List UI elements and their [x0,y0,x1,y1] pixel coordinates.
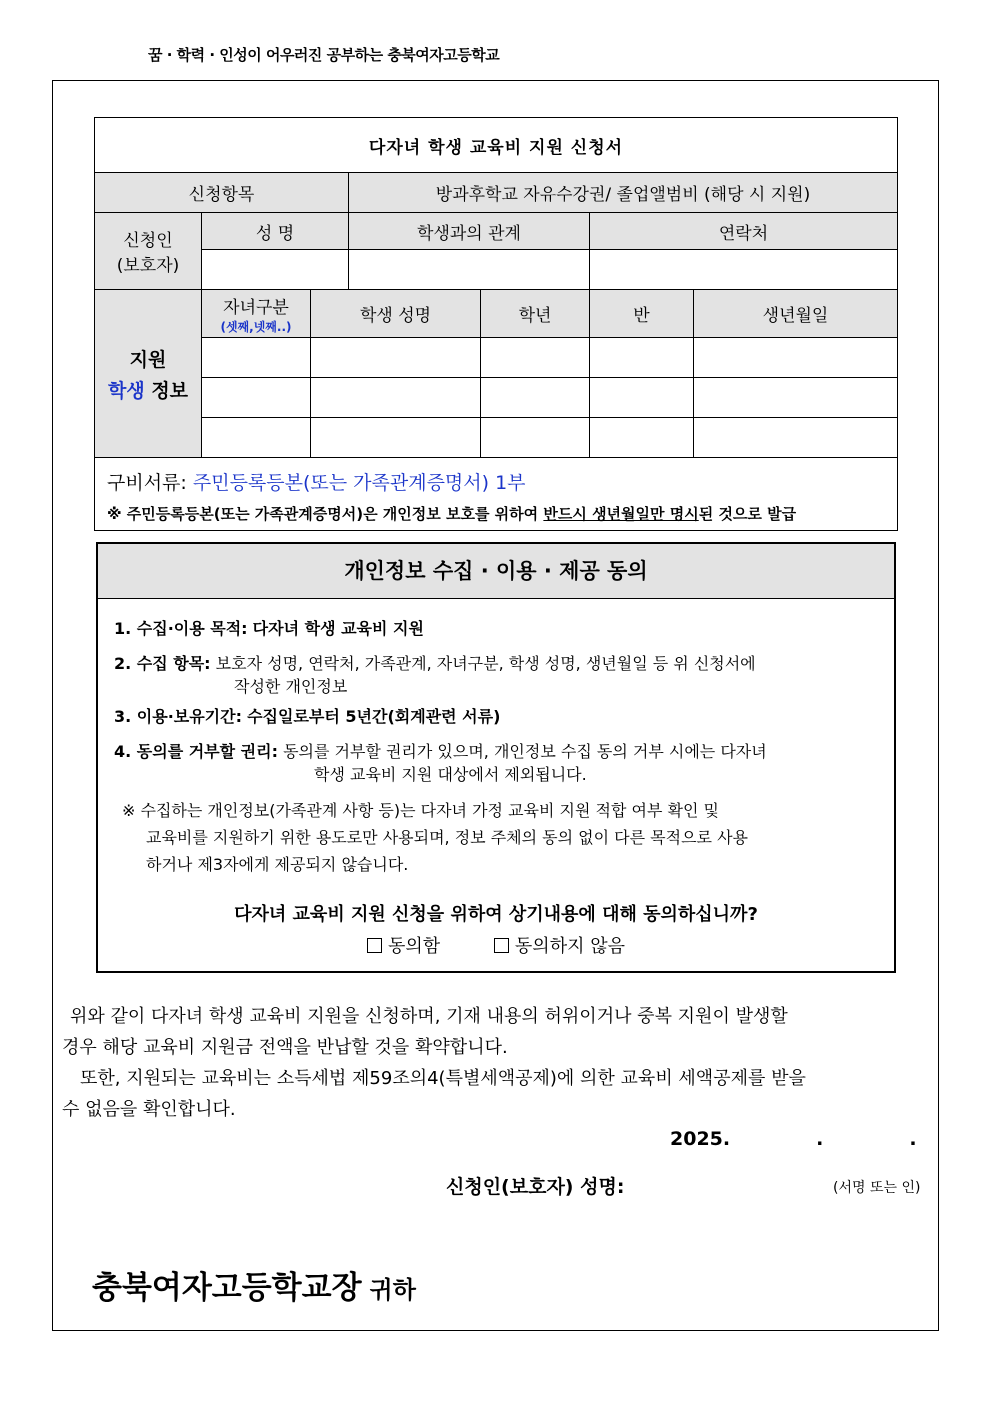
student-grade-field[interactable] [481,418,590,458]
student-label-line1: 지원 [129,348,167,371]
consent-item-3-text: 수집일로부터 5년간(회계관련 서류) [247,707,501,726]
docs-label: 구비서류: [107,472,187,494]
applicant-label-line2: (보호자) [116,256,180,276]
docs-value: 주민등록등본(또는 가족관계증명서) 1부 [192,472,526,494]
student-row [95,338,898,378]
student-birth-field[interactable] [694,418,898,458]
student-order-field[interactable] [202,418,311,458]
col-child-order [202,290,311,338]
student-class-field[interactable] [590,418,694,458]
student-row [95,418,898,458]
docs-note [107,503,885,524]
item-note: (해당 시 지원) [704,185,811,205]
student-grade-field[interactable] [481,338,590,378]
consent-question: 다자녀 교육비 지원 신청을 위하여 상기내용에 대해 동의하십니까? [234,904,758,925]
consent-item-4-text2: 학생 교육비 지원 대상에서 제외됩니다. [314,765,587,784]
student-order-field[interactable] [202,378,311,418]
agree-label: 동의함 [388,936,441,957]
docs-note-b: 된 것으로 발급 [698,505,797,523]
student-name-field[interactable] [311,378,481,418]
consent-item-2-label: 2. 수집 항목: [114,654,211,673]
student-label-highlight: 학생 [107,379,145,402]
student-label [95,290,202,458]
col-contact: 연락처 [590,213,898,250]
applicant-label-line1: 신청인 [123,231,173,251]
col-name: 성 명 [202,213,349,250]
pledge-line1: 위와 같이 다자녀 학생 교육비 지원을 신청하며, 기재 내용의 허위이거나 중복 지원이 발생할 [70,1006,788,1027]
col-birthdate: 생년월일 [694,290,898,338]
docs-note-underlined: 반드시 생년월일만 명시 [543,505,699,523]
student-class-field[interactable] [590,378,694,418]
student-birth-field[interactable] [694,378,898,418]
student-row [95,378,898,418]
item-value: 방과후학교 자유수강권/ 졸업앨범비 [435,185,699,205]
applicant-signature-label: 신청인(보호자) 성명: [446,1176,625,1198]
col-grade: 학년 [481,290,590,338]
recipient-name: 충북여자고등학교장 [92,1270,362,1306]
recipient [92,1262,416,1307]
consent-note-line1: ※ 수집하는 개인정보(가족관계 사항 등)는 다자녀 가정 교육비 지원 적합 여부 확인 및 [122,801,719,820]
consent-item-3 [114,705,878,728]
consent-item-1-text: 다자녀 학생 교육비 지원 [252,619,424,638]
item-label: 신청항목 [95,173,349,213]
consent-item-2 [114,652,878,698]
consent-item-2-text: 보호자 성명, 연락처, 가족관계, 자녀구분, 학생 성명, 생년월일 등 위 신청서에 [215,654,756,673]
col-relation: 학생과의 관계 [349,213,590,250]
col-child-order-hint: (셋째,넷째..) [220,319,292,334]
required-documents [95,458,898,531]
agree-checkbox[interactable] [367,938,382,953]
consent-choices [98,932,894,958]
date-year: 2025. [670,1128,731,1150]
consent-item-1 [114,617,878,640]
consent-item-1-label: 1. 수집·이용 목적: [114,619,248,638]
consent-note [122,797,878,878]
date-dot-day: . [909,1128,917,1150]
consent-item-4-label: 4. 동의를 거부할 권리: [114,742,278,761]
col-class: 반 [590,290,694,338]
student-name-field[interactable] [311,338,481,378]
pledge-line3: 또한, 지원되는 교육비는 소득세법 제59조의4(특별세액공제)에 의한 교육비 세액공제를 받을 [80,1068,806,1089]
consent-title: 개인정보 수집 · 이용 · 제공 동의 [98,544,894,599]
student-class-field[interactable] [590,338,694,378]
applicant-name-field[interactable] [202,250,349,290]
col-child-order-label: 자녀구분 [223,297,289,318]
form-title: 다자녀 학생 교육비 지원 신청서 [95,118,898,173]
consent-item-4 [114,740,878,786]
consent-note-line3: 하거나 제3자에게 제공되지 않습니다. [146,855,409,874]
application-date [670,1128,917,1150]
recipient-suffix: 귀하 [369,1276,416,1304]
pledge-paragraph-2 [62,1063,932,1125]
student-birth-field[interactable] [694,338,898,378]
application-table [94,117,898,531]
consent-item-2-text2: 작성한 개인정보 [234,677,348,696]
student-grade-field[interactable] [481,378,590,418]
item-value-cell [349,173,898,213]
consent-box [96,542,896,973]
signature-note: (서명 또는 인) [833,1180,921,1196]
school-motto: 꿈 · 학력 · 인성이 어우러진 공부하는 충북여자고등학교 [148,46,500,64]
agree-option[interactable] [367,932,440,958]
col-student-name: 학생 성명 [311,290,481,338]
date-dot-month: . [816,1128,824,1150]
applicant-relation-field[interactable] [349,250,590,290]
disagree-option[interactable] [494,932,625,958]
disagree-label: 동의하지 않음 [514,936,625,957]
applicant-label [95,213,202,290]
student-order-field[interactable] [202,338,311,378]
applicant-contact-field[interactable] [590,250,898,290]
pledge-paragraph-1 [62,1001,932,1063]
disagree-checkbox[interactable] [494,938,509,953]
student-name-field[interactable] [311,418,481,458]
pledge-line4: 수 없음을 확인합니다. [62,1099,236,1120]
consent-item-4-text: 동의를 거부할 권리가 있으며, 개인정보 수집 동의 거부 시에는 다자녀 [283,742,767,761]
consent-item-3-label: 3. 이용·보유기간: [114,707,242,726]
pledge-line2: 경우 해당 교육비 지원금 전액을 반납할 것을 확약합니다. [62,1037,508,1058]
consent-note-line2: 교육비를 지원하기 위한 용도로만 사용되며, 정보 주체의 동의 없이 다른 목적으로 사용 [146,828,748,847]
docs-note-a: ※ 주민등록등본(또는 가족관계증명서)은 개인정보 보호를 위하여 [107,505,544,523]
student-label-tail: 정보 [151,379,189,402]
